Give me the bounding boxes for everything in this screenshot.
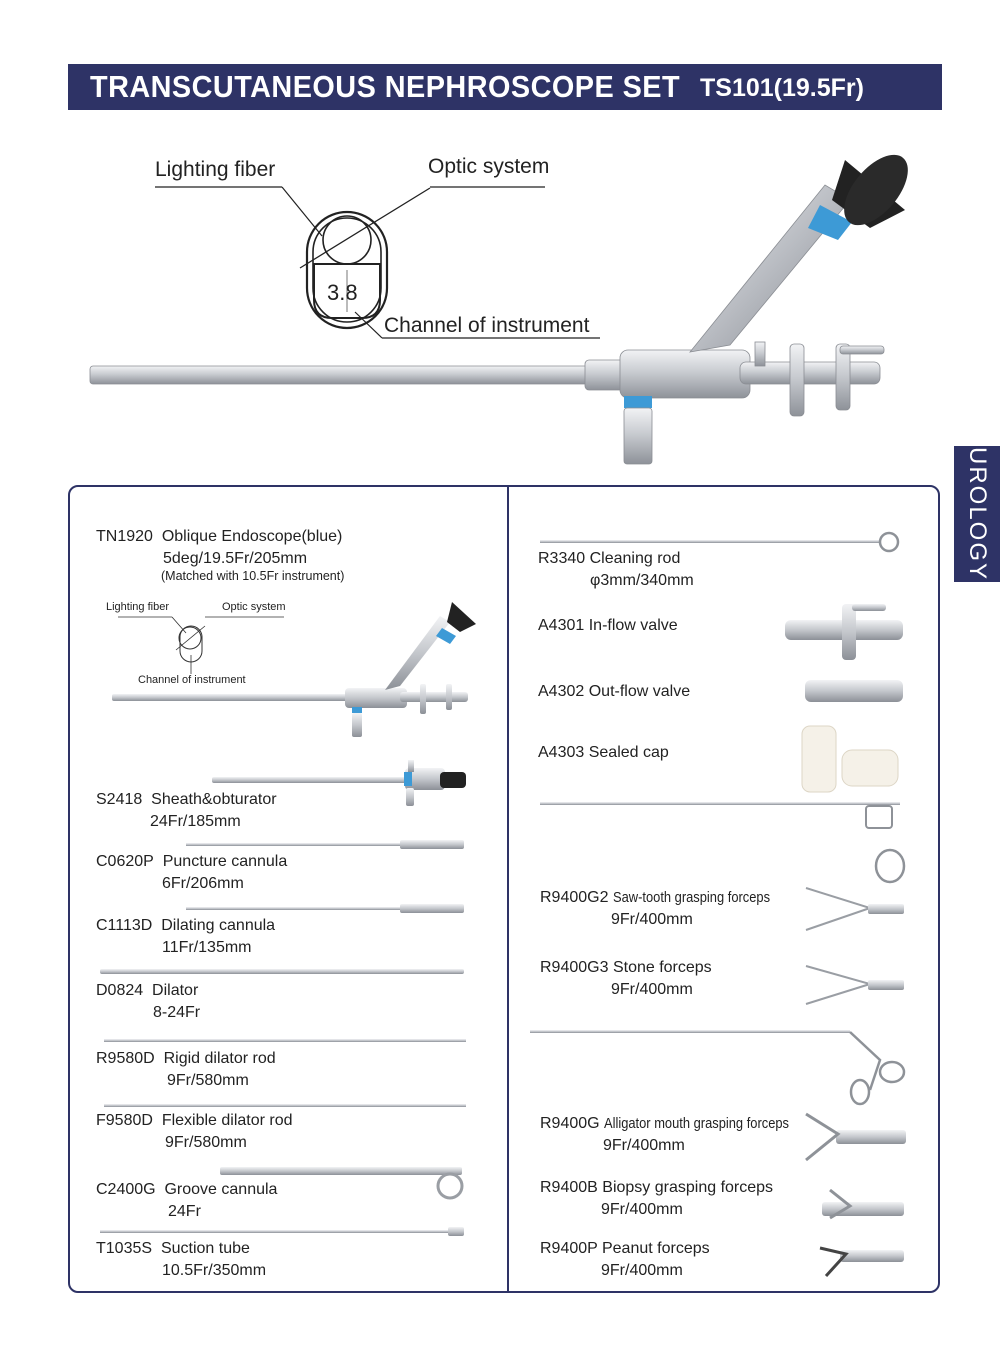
right-item-7	[540, 1113, 819, 1135]
item-code: R9400B	[540, 1179, 598, 1196]
item-spec: φ3mm/340mm	[590, 572, 694, 589]
left-item-4	[96, 915, 275, 937]
item-code: F9580D	[96, 1112, 153, 1129]
item-code: R9400G3	[540, 959, 609, 976]
item-spec: 9Fr/400mm	[603, 1137, 685, 1154]
mini-endoscope-image	[112, 602, 476, 737]
item-spec: 6Fr/206mm	[162, 875, 244, 892]
item-name: Out-flow valve	[588, 683, 691, 700]
callout-channel: Channel of instrument	[384, 314, 590, 337]
right-item-8	[540, 1177, 773, 1199]
item-name: Groove cannula	[164, 1181, 278, 1198]
item-code: T1035S	[96, 1240, 153, 1257]
left-item-7	[96, 1110, 293, 1132]
item-spec: 9Fr/400mm	[611, 981, 693, 998]
item-spec: 9Fr/400mm	[611, 911, 693, 928]
item-spec: 5deg/19.5Fr/205mm	[163, 550, 308, 567]
item-name: Stone forceps	[612, 959, 712, 976]
item-name: Sealed cap	[588, 744, 669, 761]
item-code: S2418	[96, 791, 143, 808]
item-spec: 8-24Fr	[153, 1004, 201, 1021]
right-item-2	[538, 615, 678, 637]
item-name: Dilator	[152, 982, 199, 999]
item-name: Sheath&obturator	[151, 791, 277, 808]
item-name: Puncture cannula	[162, 853, 288, 870]
item-code: R9580D	[96, 1050, 155, 1067]
item-name: In-flow valve	[588, 617, 678, 634]
left-item-6	[96, 1048, 276, 1070]
item-spec: 9Fr/400mm	[601, 1201, 683, 1218]
left-item-1	[96, 526, 342, 548]
item-spec: 10.5Fr/350mm	[162, 1262, 267, 1279]
left-item-9	[96, 1238, 250, 1260]
mini-optic-system: Optic system	[222, 601, 286, 613]
left-item-8	[96, 1179, 277, 1201]
model-number: TS101(19.5Fr)	[700, 74, 864, 102]
page-title: TRANSCUTANEOUS NEPHROSCOPE SET	[90, 69, 681, 104]
item-name: Cleaning rod	[589, 550, 681, 567]
item-code: A4303	[538, 744, 585, 761]
item-name: Rigid dilator rod	[163, 1050, 276, 1067]
callout-optic-system: Optic system	[428, 155, 550, 178]
mini-channel: Channel of instrument	[138, 674, 246, 686]
item-code: R9400G	[540, 1115, 600, 1132]
mini-lighting-fiber: Lighting fiber	[106, 601, 169, 613]
item-code: R9400P	[540, 1240, 598, 1257]
item-note: (Matched with 10.5Fr instrument)	[161, 569, 345, 583]
left-item-5	[96, 980, 198, 1002]
category-tab-label: UROLOGY	[964, 446, 991, 582]
item-code: C1113D	[96, 917, 153, 934]
item-name: Biopsy grasping forceps	[602, 1179, 774, 1196]
item-name: Alligator mouth grasping forceps	[604, 1115, 790, 1132]
item-code: TN1920	[96, 528, 153, 545]
right-item-6	[540, 957, 712, 979]
channel-size-label: 3.8	[327, 280, 358, 305]
item-name: Suction tube	[160, 1240, 250, 1257]
item-spec: 11Fr/135mm	[162, 939, 252, 956]
callout-lighting-fiber: Lighting fiber	[155, 158, 276, 181]
item-spec: 9Fr/580mm	[165, 1134, 247, 1151]
item-code: A4302	[538, 683, 585, 700]
cannula-drawings	[100, 840, 466, 1236]
item-code: D0824	[96, 982, 144, 999]
item-code: C0620P	[96, 853, 154, 870]
right-item-4	[538, 742, 669, 764]
item-code: R3340	[538, 550, 586, 567]
item-name: Peanut forceps	[601, 1240, 710, 1257]
item-code: A4301	[538, 617, 585, 634]
right-item-1	[538, 548, 680, 570]
right-item-3	[538, 681, 690, 703]
item-spec: 9Fr/400mm	[601, 1262, 683, 1279]
left-item-2	[96, 789, 277, 811]
left-item-3	[96, 851, 287, 873]
item-name: Flexible dilator rod	[161, 1112, 293, 1129]
item-name: Oblique Endoscope(blue)	[161, 528, 343, 545]
item-spec: 24Fr	[168, 1203, 201, 1220]
item-name: Dilating cannula	[161, 917, 276, 934]
right-item-9	[540, 1238, 710, 1260]
right-item-5	[540, 887, 796, 909]
item-spec: 9Fr/580mm	[167, 1072, 249, 1089]
item-code: R9400G2	[540, 889, 609, 906]
item-code: C2400G	[96, 1181, 156, 1198]
item-spec: 24Fr/185mm	[150, 813, 241, 830]
item-name: Saw-tooth grasping forceps	[612, 889, 770, 906]
